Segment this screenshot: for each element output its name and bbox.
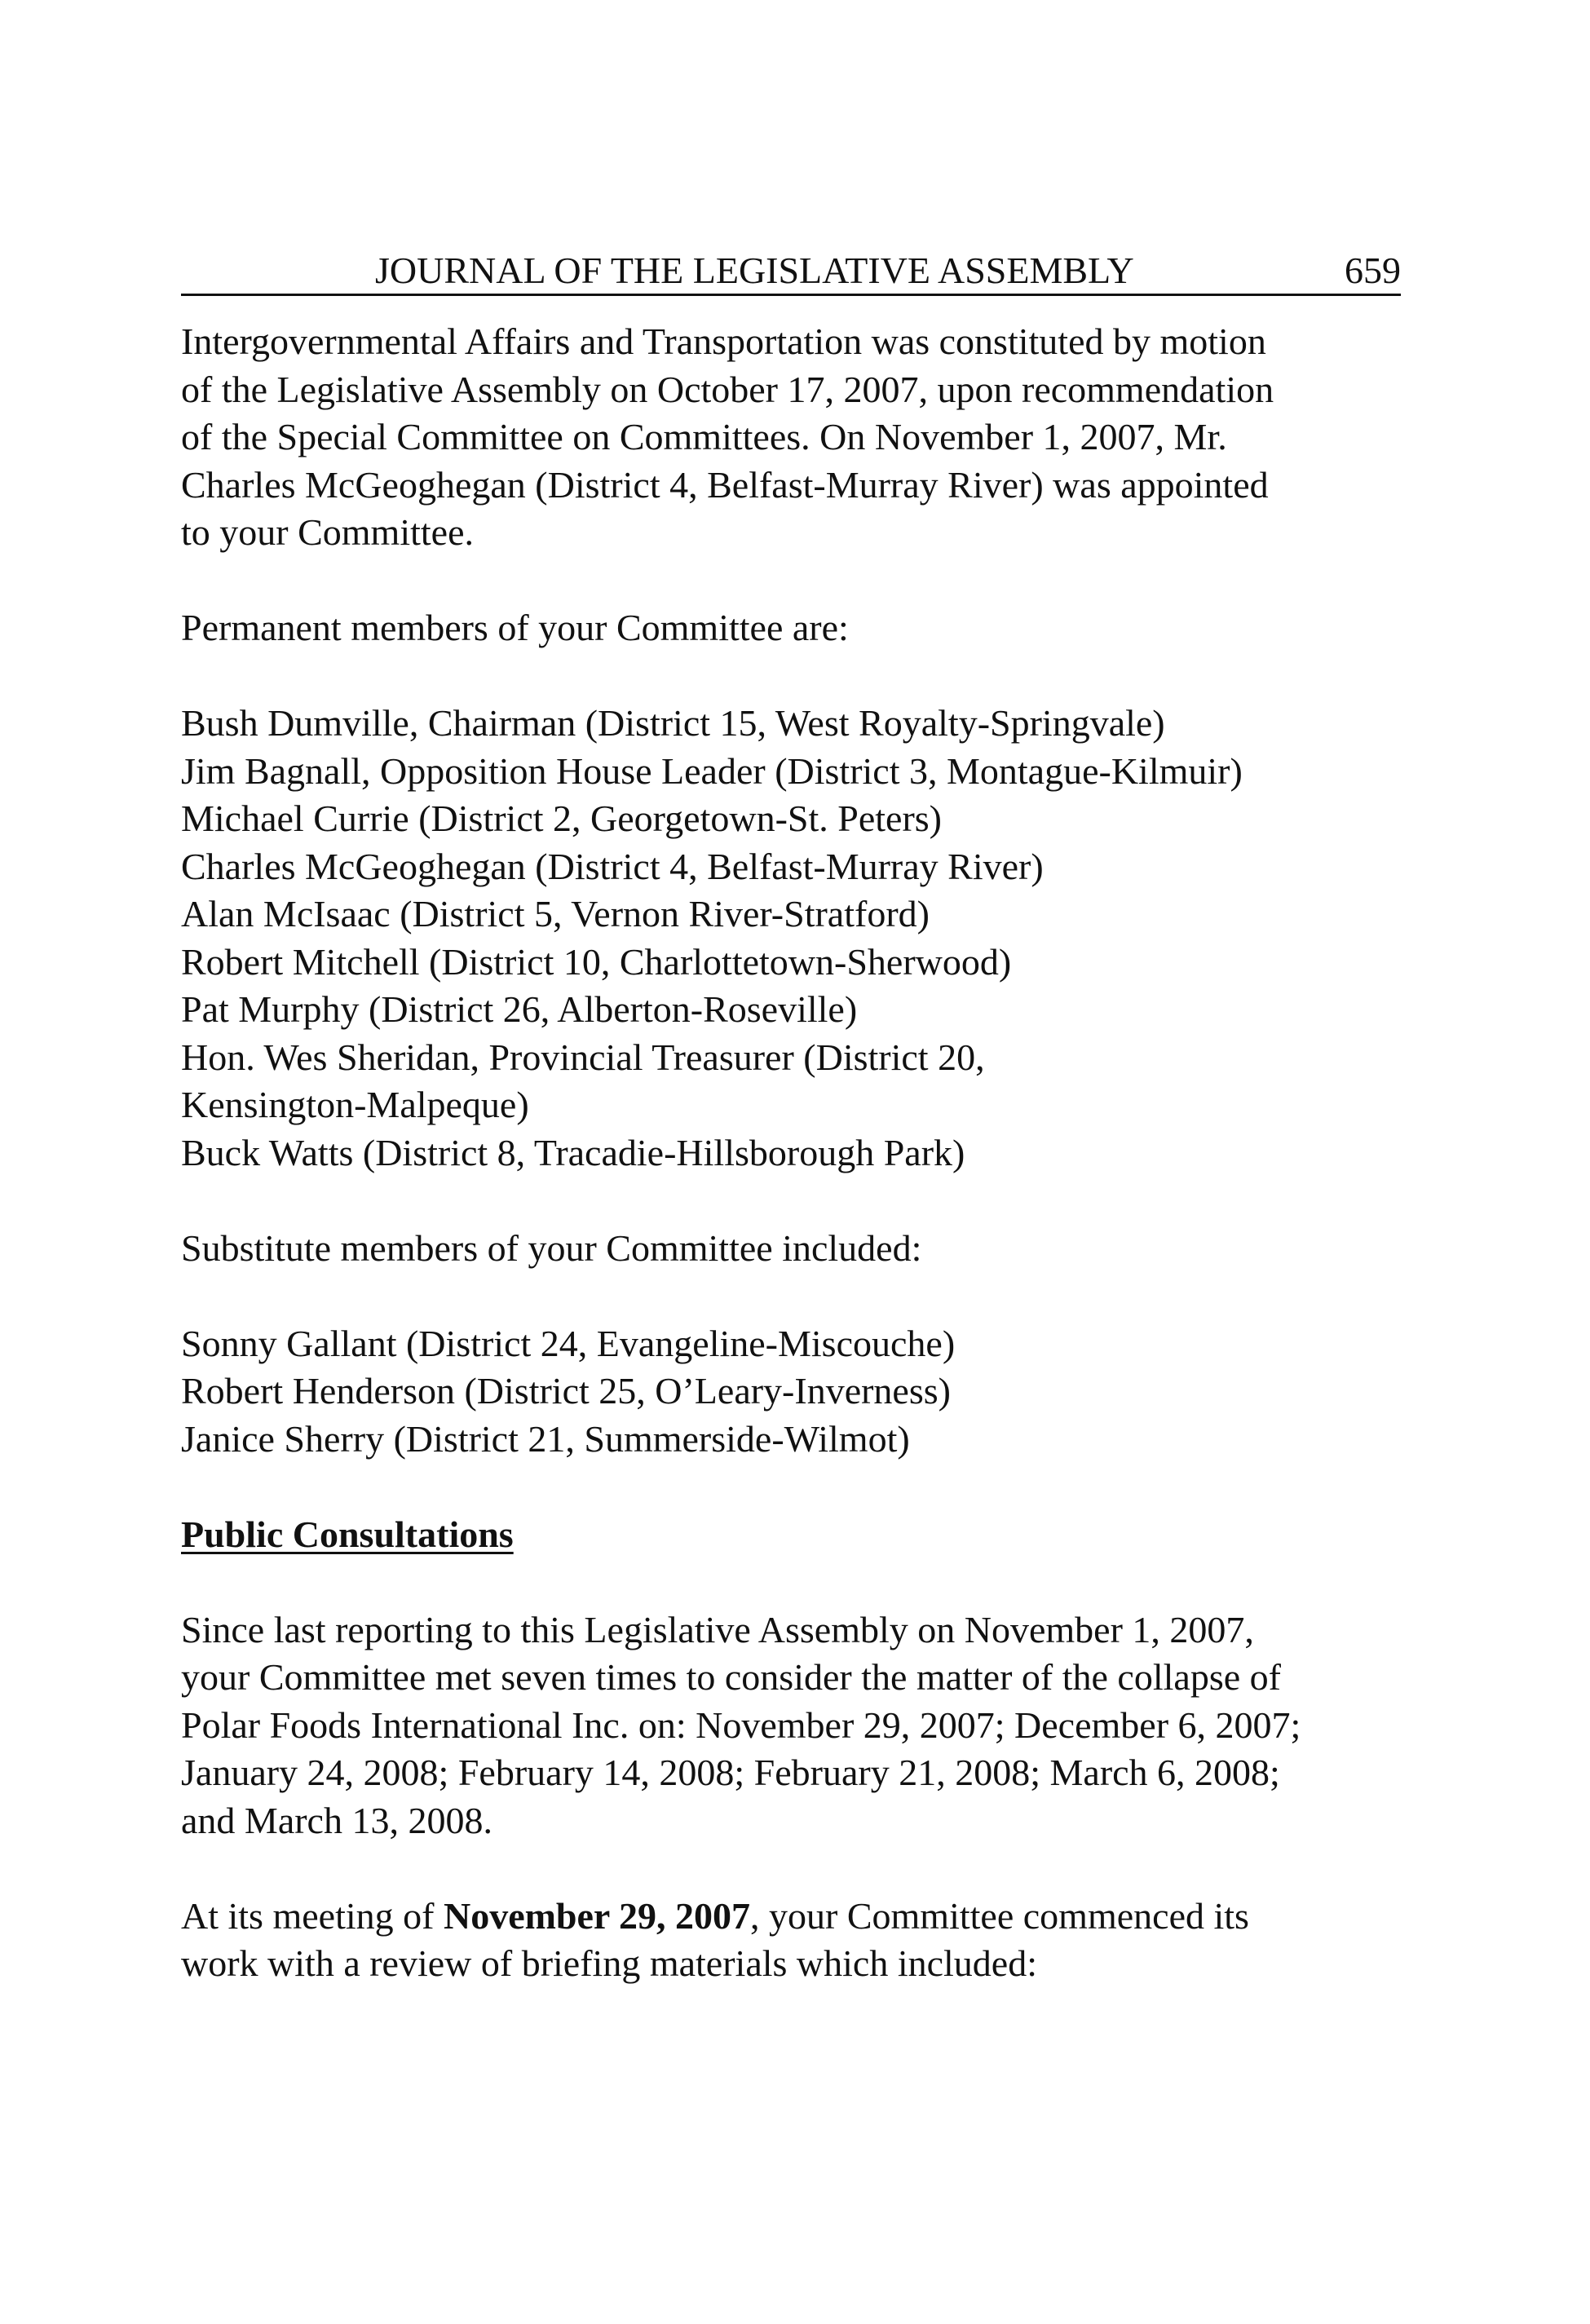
meeting-continuation-text: , your Committee commenced its — [750, 1894, 1249, 1937]
member-line: Kensington-Malpeque) — [181, 1084, 529, 1125]
member-line: Michael Currie (District 2, Georgetown-St. Peters) — [181, 797, 942, 839]
member-line: Bush Dumville, Chairman (District 15, West Royalty-Springvale) — [181, 702, 1165, 744]
page-number: 659 — [1345, 250, 1401, 291]
text-line: to your Committee. — [181, 511, 475, 553]
journal-title: JOURNAL OF THE LEGISLATIVE ASSEMBLY — [375, 250, 1134, 291]
member-line: Alan McIsaac (District 5, Vernon River-Stratford) — [181, 893, 930, 934]
meeting-paragraph — [181, 1893, 1401, 1988]
member-line: Sonny Gallant (District 24, Evangeline-Miscouche) — [181, 1322, 956, 1364]
permanent-members-list — [181, 700, 1401, 1177]
text-line: Since last reporting to this Legislative Assembly on November 1, 2007, — [181, 1608, 1254, 1650]
text-line: of the Legislative Assembly on October 17, 2007, upon recommendation — [181, 368, 1274, 410]
text-line: of the Special Committee on Committees. On November 1, 2007, Mr. — [181, 416, 1227, 457]
member-line: Charles McGeoghegan (District 4, Belfast-Murray River) — [181, 845, 1044, 887]
consultations-paragraph — [181, 1606, 1401, 1845]
member-line: Robert Henderson (District 25, O’Leary-Inverness) — [181, 1370, 951, 1412]
member-line: Hon. Wes Sheridan, Provincial Treasurer (District 20, — [181, 1036, 985, 1078]
meeting-intro-text: At its meeting of — [181, 1894, 444, 1937]
text-line: work with a review of briefing materials which included: — [181, 1942, 1038, 1984]
text-line: your Committee met seven times to consider the matter of the collapse of — [181, 1656, 1281, 1698]
public-consultations-heading: Public Consultations — [181, 1513, 514, 1555]
section-heading-line — [181, 1511, 1401, 1559]
running-header — [181, 241, 1401, 296]
meeting-date: November 29, 2007 — [443, 1894, 751, 1937]
member-line: Robert Mitchell (District 10, Charlottetown-Sherwood) — [181, 940, 1012, 983]
member-line: Buck Watts (District 8, Tracadie-Hillsborough Park) — [181, 1131, 965, 1173]
text-line: Polar Foods International Inc. on: November 29, 2007; December 6, 2007; — [181, 1703, 1301, 1746]
text-line: Charles McGeoghegan (District 4, Belfast-Murray River) was appointed — [181, 463, 1269, 506]
text-line: and March 13, 2008. — [181, 1799, 492, 1841]
substitute-members-list — [181, 1320, 1401, 1464]
member-line: Jim Bagnall, Opposition House Leader (District 3, Montague-Kilmuir) — [181, 749, 1243, 792]
text-line — [181, 1893, 1401, 1941]
text-line: Intergovernmental Affairs and Transportation was constituted by motion — [181, 320, 1266, 362]
document-body — [181, 318, 1401, 1988]
member-line: Pat Murphy (District 26, Alberton-Roseville) — [181, 988, 858, 1030]
member-line: Janice Sherry (District 21, Summerside-Wilmot) — [181, 1417, 910, 1460]
text-line: January 24, 2008; February 14, 2008; February 21, 2008; March 6, 2008; — [181, 1752, 1280, 1793]
permanent-members-heading: Permanent members of your Committee are: — [181, 607, 849, 648]
intro-paragraph — [181, 318, 1401, 557]
substitute-members-heading: Substitute members of your Committee included: — [181, 1226, 922, 1269]
